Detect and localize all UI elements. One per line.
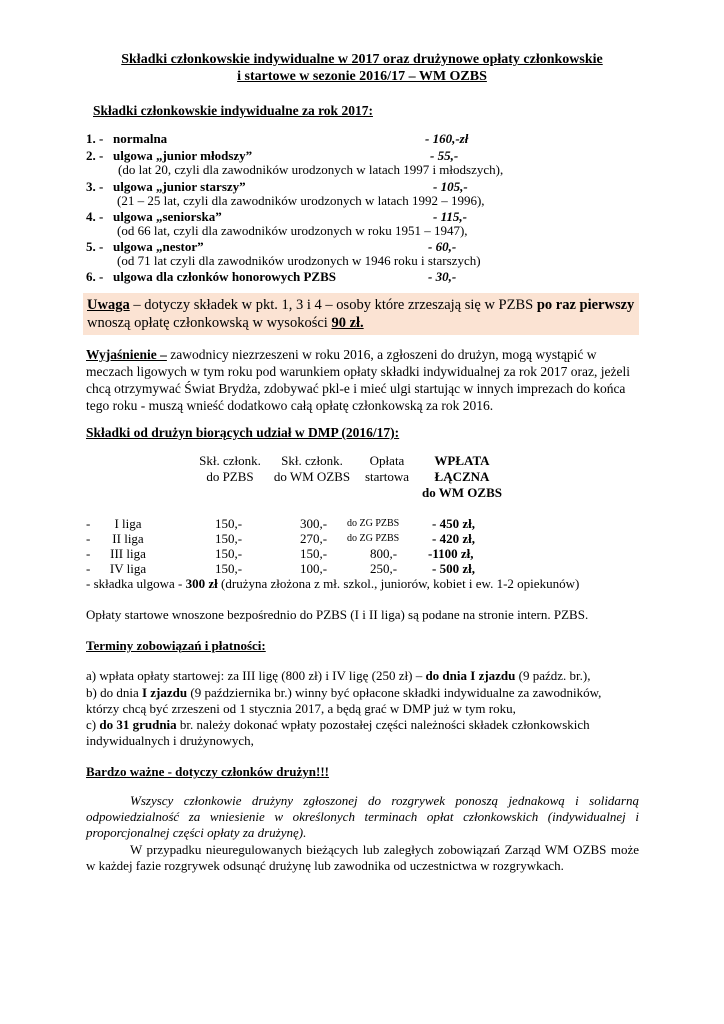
fee-num: 1. - (86, 131, 104, 146)
terminy-deadline: I zjazdu (141, 685, 188, 700)
cell-pzbs: 150,- (215, 516, 243, 531)
col-header-text: do PZBS (206, 469, 254, 484)
cell-total: - 450 zł, (432, 516, 475, 531)
fee-note: (od 71 lat czyli dla zawodników urodzonych w 1946 roku i starszych) (117, 253, 481, 268)
col-header-text: ŁĄCZNA (434, 469, 490, 484)
wyjasnienie-line4: tego roku - muszą wnieść dodatkowo całą opłatę członkowską za rok 2016. (86, 398, 494, 413)
terminy-text: a) wpłata opłaty startowej: za III ligę (800 zł) i IV ligę (250 zł) – (86, 668, 426, 683)
col-header-total (412, 453, 512, 501)
terminy-deadline: do dnia I zjazdu (425, 668, 516, 683)
uwaga-label: Uwaga (87, 297, 130, 313)
cell-wm: 100,- (300, 561, 328, 576)
terminy-text: (9 października br.) winny być opłacone składki indywidualne za zawodników, (187, 685, 602, 700)
fee-note: (od 66 lat, czyli dla zawodników urodzonych w roku 1951 – 1947), (117, 223, 468, 238)
fee-amount: - 55,- (430, 148, 459, 163)
cell-start: do ZG PZBS (347, 533, 400, 544)
fee-num: 5. - (86, 239, 104, 254)
col-header-text: Skł. członk. (199, 453, 261, 468)
row-dash: - (86, 531, 91, 546)
league-name: I liga (114, 516, 142, 531)
terminy-text: br. należy dokonać wpłaty pozostałej części należności składek członkowskich (176, 717, 590, 732)
col-header-text: startowa (364, 469, 410, 484)
col-header-text: Opłata (369, 453, 405, 468)
wyjasnienie-label: Wyjaśnienie – (86, 347, 167, 362)
cell-start: do ZG PZBS (347, 518, 400, 529)
fee-num: 4. - (86, 209, 104, 224)
fee-label: ulgowa „junior starszy” (113, 179, 246, 194)
ulgowa-line (86, 576, 579, 592)
terminy-text: (9 paźdz. br.), (515, 668, 591, 683)
wazne-heading: Bardzo ważne - dotyczy członków drużyn!!! (86, 764, 329, 779)
terminy-c (86, 717, 590, 733)
cell-total: -1100 zł, (428, 546, 474, 561)
cell-wm: 300,- (300, 516, 328, 531)
uwaga-amount: 90 zł. (331, 315, 364, 331)
terminy-text: c) (86, 717, 100, 732)
fee-amount: - 115,- (433, 209, 467, 224)
col-header-text: do WM OZBS (273, 469, 351, 484)
col-header-text: do WM OZBS (422, 485, 502, 500)
cell-pzbs: 150,- (215, 546, 243, 561)
fee-amount: - 105,- (433, 179, 468, 194)
league-name: III liga (110, 546, 146, 561)
page-title-line1: Składki członkowskie indywidualne w 2017 oraz drużynowe opłaty członkowskie (121, 52, 603, 67)
uwaga-line1 (87, 297, 634, 314)
ulgowa-pre: - składka ulgowa - (86, 576, 186, 591)
wyjasnienie-line1 (86, 347, 597, 363)
terminy-heading: Terminy zobowiązań i płatności: (86, 638, 266, 653)
uwaga-line2 (87, 315, 364, 332)
terminy-a (86, 668, 591, 684)
page-title-line2: i startowe w sezonie 2016/17 – WM OZBS (237, 69, 487, 84)
fee-label: ulgowa „seniorska” (113, 209, 222, 224)
terminy-text: b) do dnia (86, 685, 142, 700)
league-name: II liga (112, 531, 144, 546)
cell-wm: 270,- (300, 531, 328, 546)
col-header-text: WPŁATA (434, 453, 490, 468)
uwaga-text2: wnoszą opłatę członkowską w wysokości (87, 315, 332, 331)
cell-start: 800,- (370, 546, 398, 561)
wyjasnienie-line2: meczach ligowych w tym roku pod warunkiem opłaty składki indywidualnej za rok 2017 oraz, jeżeli (86, 364, 630, 379)
ulgowa-amount: 300 zł (185, 576, 218, 591)
cell-wm: 150,- (300, 546, 328, 561)
fee-note: (21 – 25 lat, czyli dla zawodników urodzonych w latach 1992 – 1996), (117, 193, 485, 208)
terminy-b (86, 685, 601, 701)
section2-heading: Składki od drużyn biorących udział w DMP (2016/17): (86, 425, 400, 440)
fee-note: (do lat 20, czyli dla zawodników urodzonych w latach 1997 i młodszych), (118, 162, 504, 177)
cell-total: - 420 zł, (432, 531, 475, 546)
terminy-c-line2: indywidualnych i drużynowych, (86, 733, 254, 748)
cell-total: - 500 zł, (432, 561, 475, 576)
terminy-b-line2: którzy chcą być zrzeszeni od 1 stycznia 2017, a będą grać w DMP już w tym roku, (86, 701, 516, 716)
row-dash: - (86, 561, 91, 576)
ulgowa-post: (drużyna złożona z mł. szkol., juniorów, kobiet i ew. 1-2 opiekunów) (217, 576, 580, 591)
fee-amount: - 30,- (428, 269, 457, 284)
fee-num: 2. - (86, 148, 104, 163)
fee-label: ulgowa „junior młodszy” (113, 148, 253, 163)
wyjasnienie-text: zawodnicy niezrzeszeni w roku 2016, a zgłoszeni do drużyn, mogą wystąpić w (166, 347, 597, 362)
cell-start: 250,- (370, 561, 398, 576)
fee-amount: - 160,-zł (425, 131, 469, 146)
league-name: IV liga (109, 561, 147, 576)
wyjasnienie-line3: chcą otrzymywać Świat Brydża, zdobywać pkl-e i mieć ulgi startując w innych imprezach do końca (86, 381, 626, 396)
uwaga-first-time: po raz pierwszy (536, 297, 635, 313)
row-dash: - (86, 546, 91, 561)
cell-pzbs: 150,- (215, 561, 243, 576)
section1-heading: Składki członkowskie indywidualne za rok 2017: (93, 103, 373, 118)
cell-pzbs: 150,- (215, 531, 243, 546)
wazne-paragraph-1: Wszyscy członkowie drużyny zgłoszonej do rozgrywek ponoszą jednakową i solidarną odpowiedzialność za wniesienie w określonych terminach opłat członkowskich (indywidualnej i proporcjonalnej części opłaty za drużynę). (86, 793, 639, 840)
terminy-deadline: do 31 grudnia (99, 717, 177, 732)
start-fee-note: Opłaty startowe wnoszone bezpośrednio do PZBS (I i II liga) są podane na stronie intern. PZBS. (86, 607, 589, 622)
fee-label: ulgowa dla członków honorowych PZBS (113, 269, 336, 284)
fee-label: normalna (113, 131, 168, 146)
fee-label: ulgowa „nestor” (113, 239, 204, 254)
col-header-text: Skł. członk. (281, 453, 343, 468)
fee-num: 6. - (86, 269, 104, 284)
fee-num: 3. - (86, 179, 104, 194)
row-dash: - (86, 516, 91, 531)
fee-amount: - 60,- (428, 239, 457, 254)
wazne-paragraph-2: W przypadku nieuregulowanych bieżących lub zaległych zobowiązań Zarząd WM OZBS może w każdej fazie rozgrywek odsunąć drużynę lub zawodnika od uczestnictwa w rozgrywkach. (86, 842, 639, 873)
col-header-pzbs (190, 453, 270, 485)
uwaga-text: – dotyczy składek w pkt. 1, 3 i 4 – osoby które zrzeszają się w PZBS (129, 297, 537, 313)
col-header-wm (268, 453, 356, 485)
